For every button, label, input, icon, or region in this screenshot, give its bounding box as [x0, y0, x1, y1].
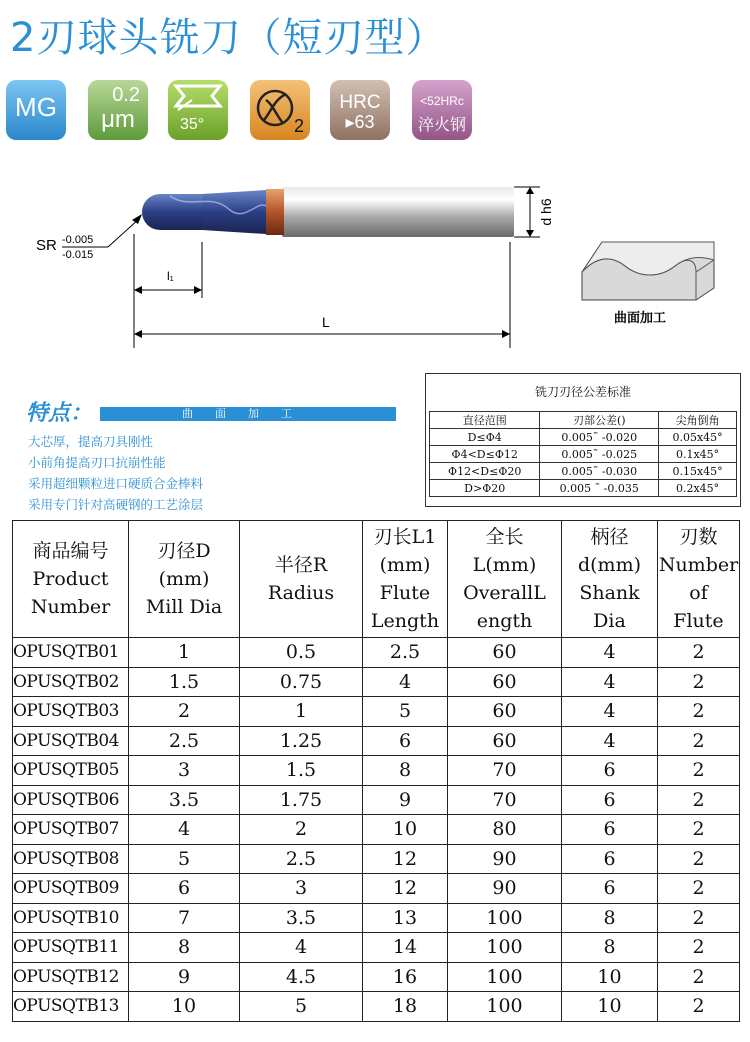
table-cell: 3: [129, 756, 240, 786]
end-mill-drawing: [20, 170, 730, 360]
table-cell: 2: [658, 815, 740, 845]
table-row: [13, 874, 740, 904]
hardened-hrc: <52HRc: [420, 94, 464, 108]
tolerance-row: [430, 480, 737, 497]
table-cell: 100: [448, 992, 562, 1022]
table-cell: 60: [448, 638, 562, 668]
product-number-cell: OPUSQTB04: [13, 726, 129, 756]
table-cell: 2: [658, 667, 740, 697]
table-row: [13, 962, 740, 992]
feature-line: 采用专门针对高硬钢的工艺涂层: [28, 497, 204, 512]
tolerance-header: 直径范围: [430, 412, 540, 429]
header-line: Radius: [267, 582, 335, 604]
table-row: [13, 697, 740, 727]
table-row: [13, 815, 740, 845]
table-cell: 10: [129, 992, 240, 1022]
features-heading: 特点：: [26, 401, 93, 426]
table-cell: 1: [240, 697, 363, 727]
header-overall-length: [448, 521, 562, 638]
table-cell: 7: [129, 903, 240, 933]
sr-lower-tolerance: -0.015: [62, 249, 94, 261]
tolerance-table: [429, 411, 737, 497]
tolerance-cell: Φ12<D≤Φ20: [430, 463, 540, 480]
mg-label: MG: [15, 92, 57, 122]
header-line: Number: [658, 554, 739, 576]
table-cell: 2: [658, 785, 740, 815]
tolerance-cell: 0.005˜ -0.020: [540, 429, 659, 446]
table-cell: 5: [363, 697, 448, 727]
header-line: (mm): [158, 568, 210, 590]
table-cell: 4: [240, 933, 363, 963]
table-cell: 6: [562, 785, 658, 815]
table-cell: 14: [363, 933, 448, 963]
feature-line: 采用超细颗粒进口硬质合金棒料: [28, 476, 204, 491]
table-cell: 5: [129, 844, 240, 874]
table-row: [13, 785, 740, 815]
header-mill-dia: [129, 521, 240, 638]
table-cell: 2: [658, 726, 740, 756]
tolerance-cell: D≤Φ4: [430, 429, 540, 446]
table-row: [13, 756, 740, 786]
tolerance-row: [430, 446, 737, 463]
table-cell: 1: [129, 638, 240, 668]
sr-label: SR: [36, 237, 57, 254]
table-cell: 1.25: [240, 726, 363, 756]
table-cell: 4: [562, 697, 658, 727]
table-cell: 2.5: [240, 844, 363, 874]
hrc-badge: [330, 80, 390, 140]
table-cell: 60: [448, 667, 562, 697]
table-cell: 2: [658, 962, 740, 992]
product-number-cell: OPUSQTB06: [13, 785, 129, 815]
header-shank-dia: [562, 521, 658, 638]
table-cell: 6: [562, 756, 658, 786]
sr-upper-tolerance: -0.005: [62, 234, 94, 246]
tolerance-row: [430, 429, 737, 446]
table-cell: 6: [363, 726, 448, 756]
table-row: [13, 844, 740, 874]
header-line: 刃径D: [157, 540, 211, 562]
table-cell: 2.5: [129, 726, 240, 756]
table-cell: 10: [562, 992, 658, 1022]
table-cell: 6: [562, 874, 658, 904]
header-product-number: [13, 521, 129, 638]
table-cell: 10: [363, 815, 448, 845]
table-cell: 2: [240, 815, 363, 845]
table-row: [13, 726, 740, 756]
header-radius: [240, 521, 363, 638]
flute-count-value: 2: [293, 116, 304, 136]
table-cell: 8: [129, 933, 240, 963]
table-cell: 8: [562, 933, 658, 963]
header-line: Number: [30, 596, 111, 618]
hardened-label: 淬火钢: [417, 117, 466, 134]
header-line: L(mm): [472, 554, 537, 576]
table-cell: 8: [562, 903, 658, 933]
tolerance-cell: 0.15x45°: [659, 463, 737, 480]
table-cell: 8: [363, 756, 448, 786]
header-line: 商品编号: [32, 540, 109, 562]
product-number-cell: OPUSQTB01: [13, 638, 129, 668]
table-cell: 80: [448, 815, 562, 845]
table-cell: 4: [562, 638, 658, 668]
tolerance-standard-box: [425, 373, 741, 507]
table-cell: 6: [129, 874, 240, 904]
product-number-cell: OPUSQTB09: [13, 874, 129, 904]
page-title: 2刃球头铣刀（短刃型）: [10, 15, 447, 61]
l1-label: l₁: [167, 269, 174, 283]
table-cell: 100: [448, 933, 562, 963]
product-number-cell: OPUSQTB12: [13, 962, 129, 992]
tolerance-cell: D>Φ20: [430, 480, 540, 497]
table-cell: 2: [658, 992, 740, 1022]
product-spec-table: [12, 520, 740, 1022]
l-label: L: [322, 314, 330, 330]
table-cell: 70: [448, 785, 562, 815]
hrc-label: HRC: [339, 92, 381, 113]
tolerance-header-row: [430, 412, 737, 429]
tolerance-cell: 0.2x45°: [659, 480, 737, 497]
hrc-value: ▸63: [345, 112, 375, 132]
table-cell: 90: [448, 874, 562, 904]
table-cell: 60: [448, 697, 562, 727]
table-cell: 2: [658, 844, 740, 874]
table-cell: 70: [448, 756, 562, 786]
product-number-cell: OPUSQTB13: [13, 992, 129, 1022]
product-number-cell: OPUSQTB03: [13, 697, 129, 727]
tolerance-header: 尖角倒角: [659, 412, 737, 429]
table-cell: 3.5: [129, 785, 240, 815]
table-cell: 3.5: [240, 903, 363, 933]
hardened-steel-badge: [412, 80, 472, 140]
table-cell: 12: [363, 844, 448, 874]
product-number-cell: OPUSQTB05: [13, 756, 129, 786]
table-cell: 4: [562, 667, 658, 697]
table-cell: 0.75: [240, 667, 363, 697]
header-line: Shank: [579, 582, 640, 604]
surface-machining-caption: 曲面加工: [614, 311, 667, 326]
header-line: Dia: [593, 610, 626, 632]
table-cell: 2: [658, 697, 740, 727]
table-cell: 6: [562, 844, 658, 874]
tolerance-row: [430, 463, 737, 480]
header-line: Flute: [673, 610, 724, 632]
table-cell: 10: [562, 962, 658, 992]
product-number-cell: OPUSQTB11: [13, 933, 129, 963]
header-number-of-flute: [658, 521, 740, 638]
table-cell: 5: [240, 992, 363, 1022]
table-cell: 90: [448, 844, 562, 874]
header-line: Product: [32, 568, 109, 590]
table-cell: 60: [448, 726, 562, 756]
table-cell: 9: [363, 785, 448, 815]
tolerance-cell: 0.05x45°: [659, 429, 737, 446]
table-header-row: [13, 521, 740, 638]
product-number-cell: OPUSQTB08: [13, 844, 129, 874]
header-line: Mill Dia: [145, 596, 223, 618]
table-cell: 4: [129, 815, 240, 845]
micron-unit: μm: [101, 106, 135, 133]
header-line: (mm): [379, 554, 431, 576]
table-cell: 4: [363, 667, 448, 697]
table-cell: 12: [363, 874, 448, 904]
features-bar: 曲面加工: [100, 407, 396, 421]
micron-value: 0.2: [112, 84, 140, 106]
table-cell: 2: [658, 756, 740, 786]
table-cell: 2: [658, 874, 740, 904]
header-line: of: [689, 582, 708, 604]
mg-badge: [6, 80, 66, 140]
tolerance-cell: 0.005 ˜ -0.035: [540, 480, 659, 497]
header-line: 柄径: [590, 526, 629, 548]
table-cell: 6: [562, 815, 658, 845]
table-row: [13, 903, 740, 933]
table-row: [13, 638, 740, 668]
table-cell: 13: [363, 903, 448, 933]
table-cell: 100: [448, 962, 562, 992]
dh6-label: d h6: [538, 198, 554, 226]
table-cell: 18: [363, 992, 448, 1022]
header-line: 半径R: [274, 554, 328, 576]
header-line: 全长: [485, 526, 524, 548]
table-cell: 100: [448, 903, 562, 933]
header-line: ength: [476, 610, 533, 632]
helix-angle-value: 35°: [180, 116, 205, 133]
micron-badge: [88, 80, 148, 140]
table-cell: 2.5: [363, 638, 448, 668]
table-cell: 3: [240, 874, 363, 904]
tolerance-header: 刃部公差(): [540, 412, 659, 429]
product-number-cell: OPUSQTB07: [13, 815, 129, 845]
header-line: 刃数: [679, 526, 718, 548]
flute-count-badge: [250, 80, 310, 140]
table-row: [13, 667, 740, 697]
header-line: 刃长L1: [373, 526, 437, 548]
table-cell: 2: [658, 638, 740, 668]
tolerance-cell: 0.1x45°: [659, 446, 737, 463]
surface-machining-illustration: [582, 242, 714, 300]
header-line: Length: [370, 610, 440, 632]
table-cell: 0.5: [240, 638, 363, 668]
product-number-cell: OPUSQTB02: [13, 667, 129, 697]
table-row: [13, 933, 740, 963]
header-flute-length: [363, 521, 448, 638]
table-cell: 2: [658, 903, 740, 933]
table-cell: 1.5: [240, 756, 363, 786]
table-cell: 2: [129, 697, 240, 727]
table-cell: 4: [562, 726, 658, 756]
header-line: Flute: [379, 582, 431, 604]
table-cell: 9: [129, 962, 240, 992]
table-cell: 16: [363, 962, 448, 992]
product-number-cell: OPUSQTB10: [13, 903, 129, 933]
table-cell: 4.5: [240, 962, 363, 992]
tolerance-cell: 0.005˜ -0.025: [540, 446, 659, 463]
feature-line: 小前角提高刃口抗崩性能: [28, 455, 166, 470]
header-line: OverallL: [463, 582, 546, 604]
tolerance-cell: Φ4<D≤Φ12: [430, 446, 540, 463]
table-row: [13, 992, 740, 1022]
table-cell: 2: [658, 933, 740, 963]
feature-line: 大芯厚，提高刀具刚性: [28, 434, 154, 449]
tolerance-cell: 0.005˜ -0.030: [540, 463, 659, 480]
helix-angle-badge: [168, 80, 228, 140]
tolerance-title: 铣刀刃径公差标准: [534, 385, 631, 399]
table-cell: 1.75: [240, 785, 363, 815]
header-line: d(mm): [577, 554, 642, 576]
table-cell: 1.5: [129, 667, 240, 697]
